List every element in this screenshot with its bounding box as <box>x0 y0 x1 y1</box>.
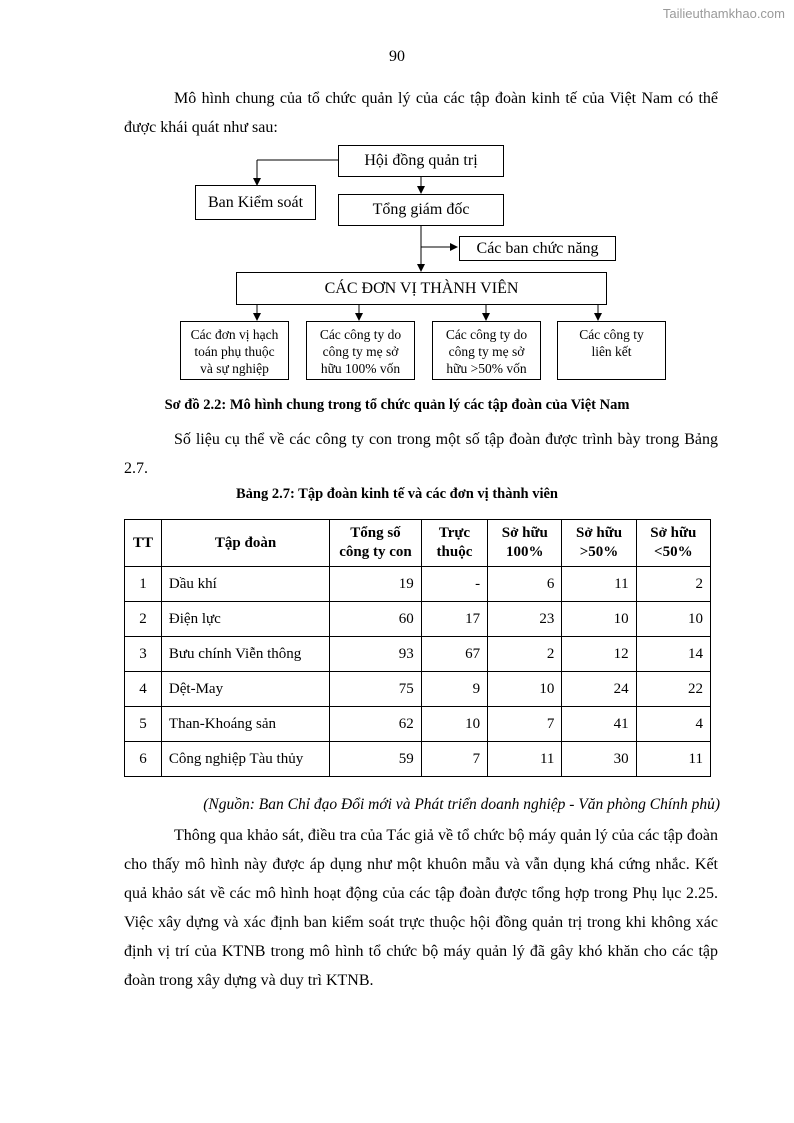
table-row: 2 Điện lực 60 17 23 10 10 <box>125 602 711 637</box>
table-row: 1 Dầu khí 19 - 6 11 2 <box>125 567 711 602</box>
unit-box: Các đơn vị hạch toán phụ thuộc và sự nghiệp <box>180 321 289 380</box>
column-header: Sở hữu >50% <box>562 520 636 567</box>
column-header: TT <box>125 520 162 567</box>
supervisory-box: Ban Kiểm soát <box>195 185 316 220</box>
data-table <box>124 519 711 777</box>
column-header: Trực thuộc <box>421 520 487 567</box>
table-row: 3 Bưu chính Viễn thông 93 67 2 12 14 <box>125 637 711 672</box>
watermark: Tailieuthamkhao.com <box>662 6 785 21</box>
page-number: 90 <box>389 48 405 65</box>
org-chart <box>0 0 794 400</box>
column-header: Sở hữu 100% <box>488 520 562 567</box>
diagram-caption: Sơ đồ 2.2: Mô hình chung trong tổ chức quản lý các tập đoàn của Việt Nam <box>164 397 630 413</box>
table-row: 4 Dệt-May 75 9 10 24 22 <box>125 672 711 707</box>
unit-box: Các công ty do công ty mẹ sở hữu >50% vốn <box>432 321 541 380</box>
column-header: Tổng số công ty con <box>330 520 421 567</box>
members-box: CÁC ĐƠN VỊ THÀNH VIÊN <box>236 272 607 305</box>
table-row: 5 Than-Khoáng sản 62 10 7 41 4 <box>125 707 711 742</box>
table-row: 6 Công nghiệp Tàu thủy 59 7 11 30 11 <box>125 742 711 777</box>
intro-paragraph: Mô hình chung của tổ chức quản lý của các tập đoàn kinh tế của Việt Nam có thể được khái quát như sau: <box>124 90 718 136</box>
functional-box: Các ban chức năng <box>459 236 616 261</box>
unit-box: Các công ty do công ty mẹ sở hữu 100% vốn <box>306 321 415 380</box>
ceo-box: Tổng giám đốc <box>338 194 504 226</box>
table-caption: Bảng 2.7: Tập đoàn kinh tế và các đơn vị thành viên <box>235 486 558 502</box>
unit-box: Các công ty liên kết <box>557 321 666 380</box>
column-header: Tập đoàn <box>161 520 329 567</box>
table-intro-paragraph: Số liệu cụ thể về các công ty con trong một số tập đoàn được trình bày trong Bảng 2.7. <box>124 431 718 477</box>
source-note: (Nguồn: Ban Chỉ đạo Đổi mới và Phát triển doanh nghiệp - Văn phòng Chính phủ) <box>203 796 720 813</box>
conclusion-paragraph: Thông qua khảo sát, điều tra của Tác giả về tổ chức bộ máy quản lý của các tập đoàn cho thấy mô hình này được áp dụng như một khuôn mẫu và vẫn dụng khá cứng nhắc. Kết quả khảo sát về các mô hình hoạt động của các tập đoàn được tổng hợp trong Phụ lục 2.25. Việc xây dựng và xác định ban kiểm soát trực thuộc hội đồng quản trị trong khi không xác định vị trí của KTNB trong mô hình tổ chức bộ máy quản lý đã gây khó khăn cho các tập đoàn trong xây dựng và duy trì KTNB. <box>124 827 718 989</box>
board-box: Hội đồng quản trị <box>338 145 504 177</box>
column-header: Sở hữu <50% <box>636 520 710 567</box>
table-header-row <box>125 520 711 567</box>
